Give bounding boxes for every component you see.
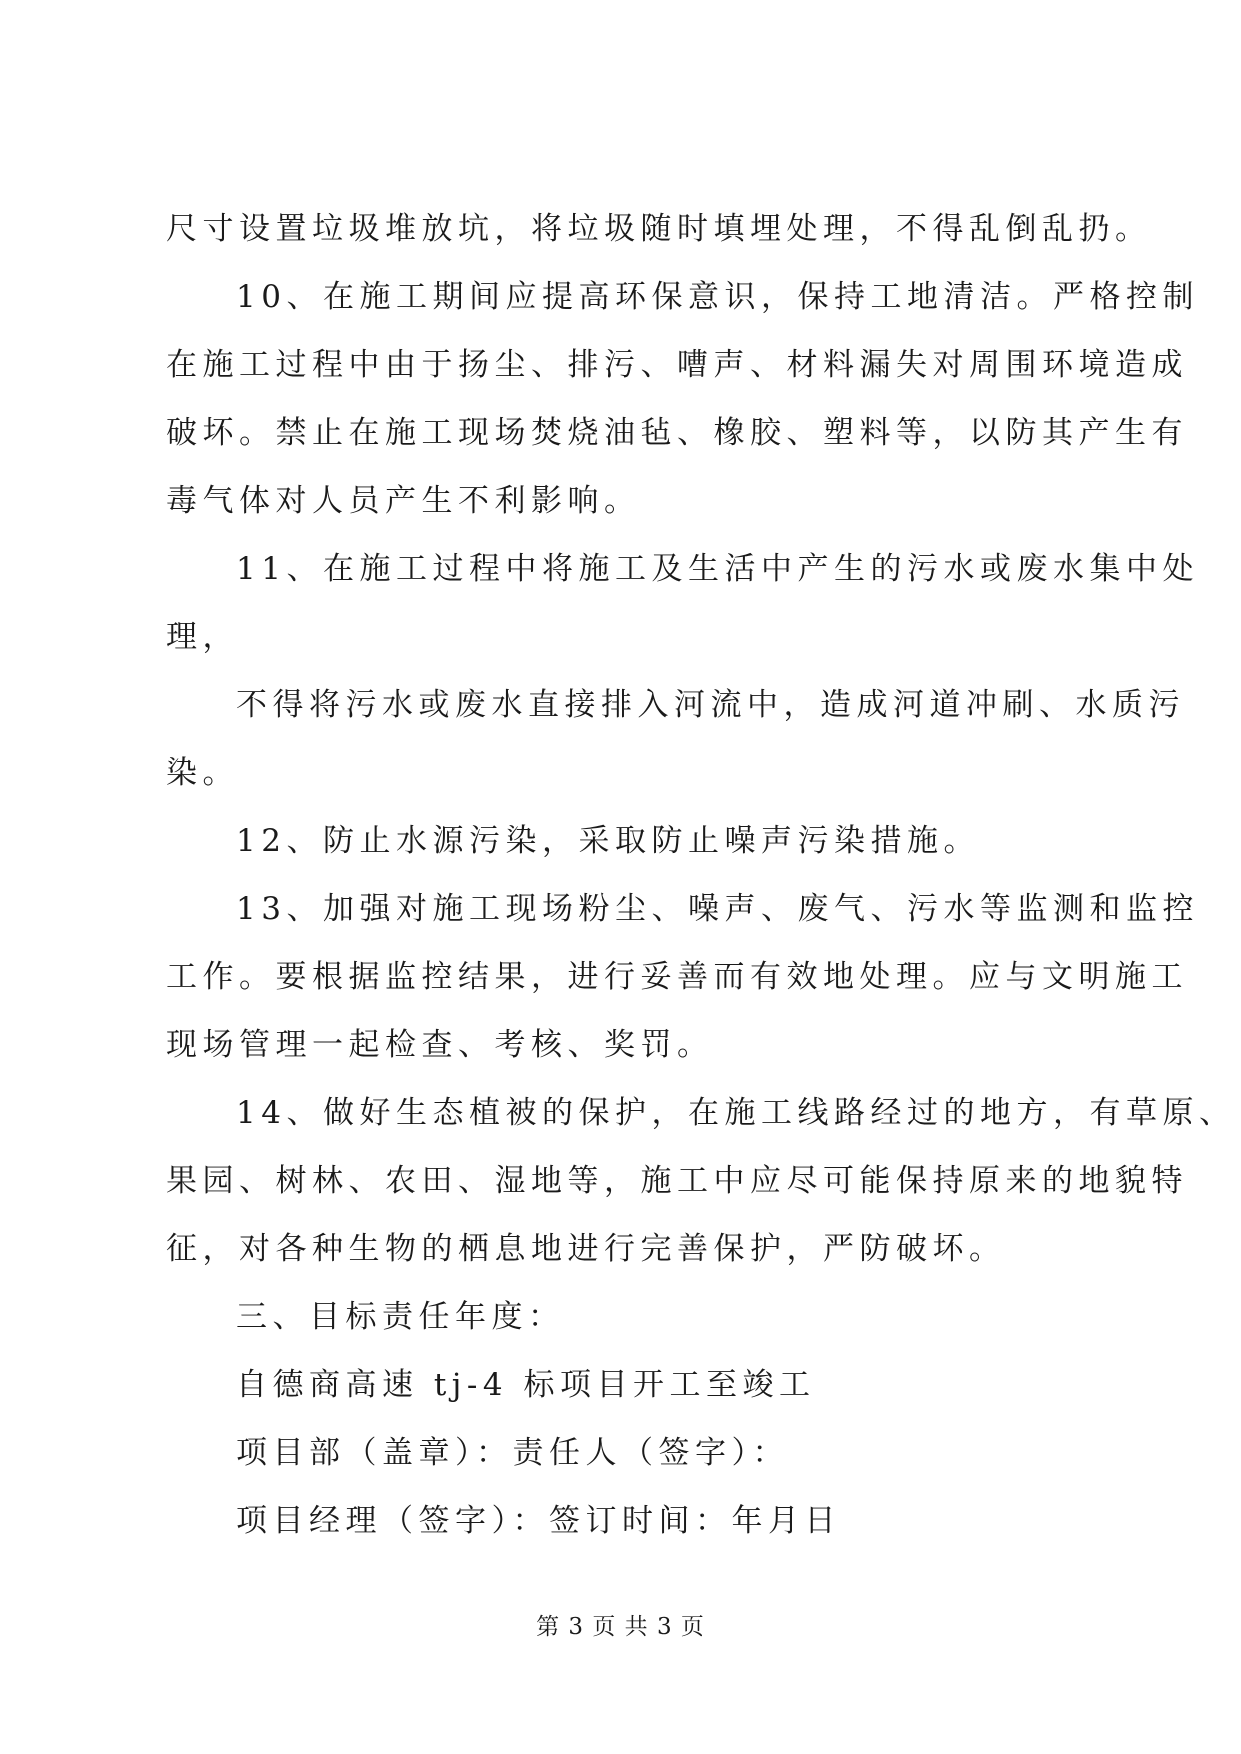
text-line-13: 现场管理一起检查、考核、奖罚。 [166,1027,714,1063]
text-line-16: 征，对各种生物的栖息地进行完善保护，严防破坏。 [166,1231,1006,1267]
section-heading: 三、目标责任年度： [236,1299,565,1335]
text-line-7: 理， [166,619,239,655]
text-line-5: 毒气体对人员产生不利影响。 [166,483,641,519]
text-line-2: 10、在施工期间应提高环保意识，保持工地清洁。严格控制 [236,279,1199,315]
text-line-8: 不得将污水或废水直接排入河流中，造成河道冲刷、水质污 [236,687,1185,723]
text-line-10: 12、防止水源污染，采取防止噪声污染措施。 [236,823,980,859]
text-line-15: 果园、树林、农田、湿地等，施工中应尽可能保持原来的地貌特 [166,1163,1188,1199]
text-line-18: 自德商高速 tj-4 标项目开工至竣工 [236,1367,816,1403]
text-line-4: 破坏。禁止在施工现场焚烧油毡、橡胶、塑料等，以防其产生有 [166,415,1188,451]
text-line-12: 工作。要根据监控结果，进行妥善而有效地处理。应与文明施工 [166,959,1188,995]
text-line-6: 11、在施工过程中将施工及生活中产生的污水或废水集中处 [236,551,1199,587]
text-line-1: 尺寸设置垃圾堆放坑，将垃圾随时填埋处理，不得乱倒乱扔。 [166,211,1152,247]
text-line-3: 在施工过程中由于扬尘、排污、嘈声、材料漏失对周围环境造成 [166,347,1188,383]
text-line-14: 14、做好生态植被的保护，在施工线路经过的地方，有草原、 [236,1095,1236,1131]
signature-line-department: 项目部（盖章）：责任人（签字）： [236,1435,789,1471]
text-line-9: 染。 [166,755,239,791]
document-body [166,195,1236,1555]
signature-line-manager: 项目经理（签字）：签订时间：年月日 [236,1503,841,1539]
page-number-footer: 第 3 页 共 3 页 [536,1614,705,1640]
text-line-11: 13、加强对施工现场粉尘、噪声、废气、污水等监测和监控 [236,891,1199,927]
